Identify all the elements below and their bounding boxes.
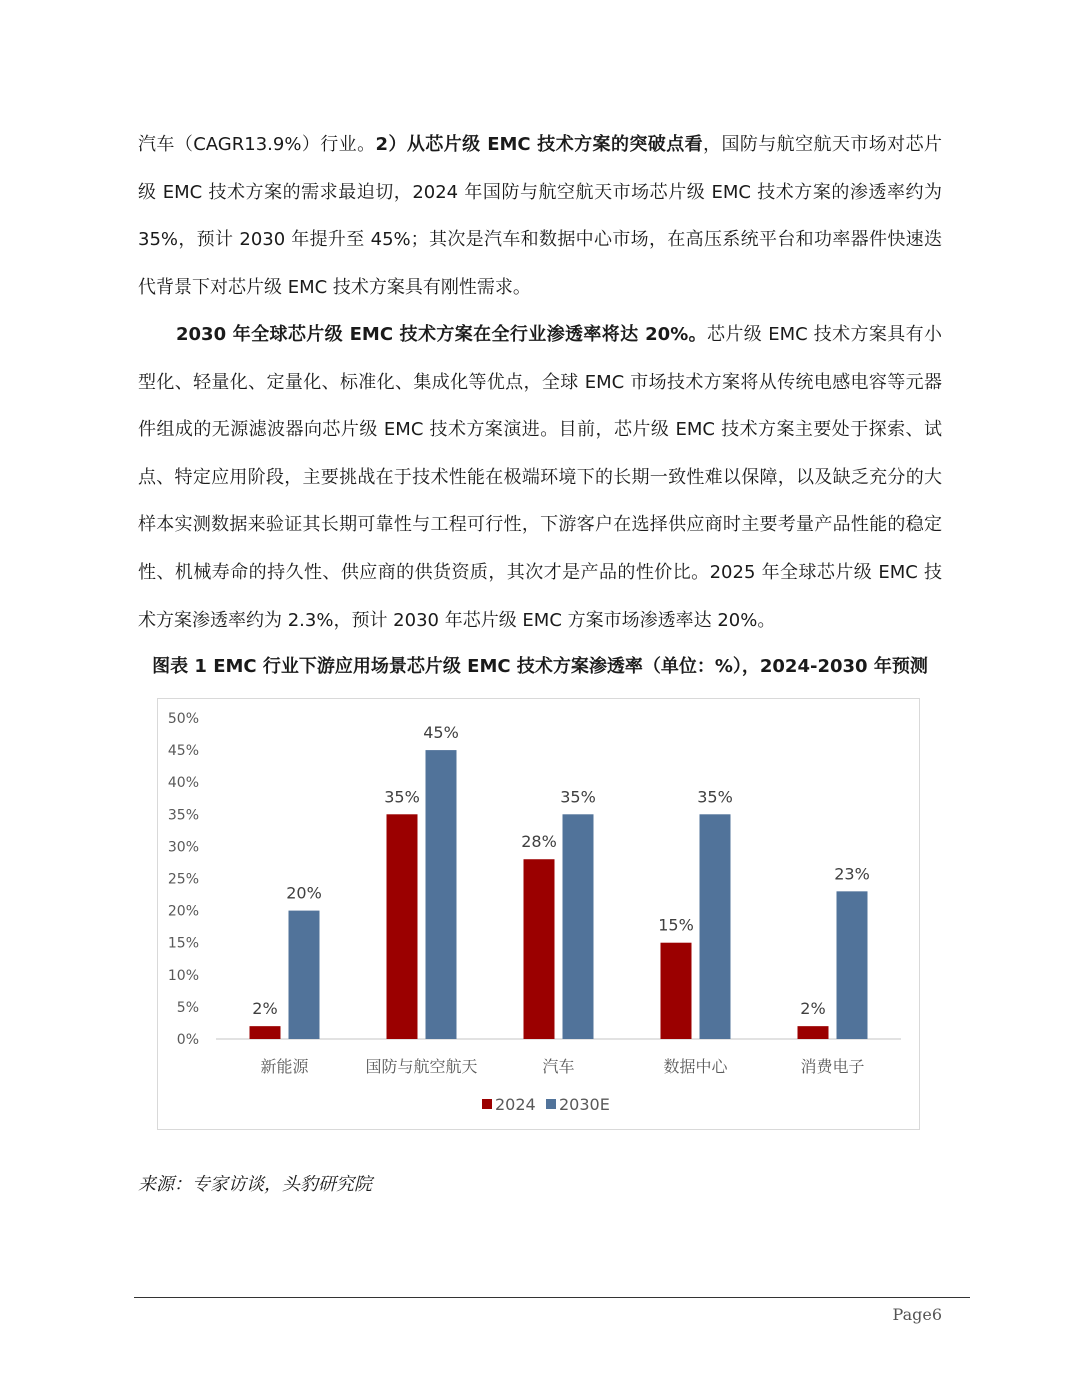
y-tick-label: 30% (167, 839, 199, 856)
bar-2030e-0 (289, 911, 320, 1039)
y-tick-label: 5% (176, 999, 199, 1016)
page-number: Page6 (892, 1305, 942, 1324)
legend-swatch-2024 (482, 1099, 492, 1109)
y-tick-label: 10% (167, 967, 199, 984)
y-tick-label: 35% (167, 807, 199, 824)
body-paragraph-1 (138, 121, 942, 311)
y-tick-label: 20% (167, 903, 199, 920)
bar-2030e-3 (700, 814, 731, 1039)
data-label-2024: 2% (800, 999, 826, 1019)
p1-run-0: 汽车（CAGR13.9%）行业。 (138, 134, 376, 155)
p1-run-1: 2）从芯片级 EMC 技术方案的突破点看 (375, 134, 704, 155)
footer-divider (134, 1297, 970, 1298)
y-tick-label: 25% (167, 871, 199, 888)
p1-run-2: ，国防与航空航天市场对芯片级 EMC 技术方案的需求最迫切，2024 年国防与航空航天市场芯片级 EMC 技术方案的渗透率约为 35%，预计 2030 年提升至 45%；其次是汽车和数据中心市场，在高压系统平台和功率器件快速迭代背景下对芯片级 EMC 技术方案具有刚性需求。 (138, 134, 942, 298)
x-tick-label: 消费电子 (800, 1057, 865, 1076)
body-paragraph-2 (138, 311, 942, 644)
y-tick-label: 40% (167, 775, 199, 792)
bar-2024-2 (524, 859, 555, 1039)
y-tick-label: 0% (176, 1032, 199, 1048)
legend-swatch-2030e (546, 1099, 556, 1109)
x-tick-label: 新能源 (260, 1057, 309, 1076)
data-label-2030e: 20% (286, 883, 322, 903)
x-tick-label: 国防与航空航天 (365, 1057, 478, 1076)
data-label-2030e: 23% (834, 864, 870, 884)
data-label-2030e: 35% (697, 787, 733, 807)
figure-source: 来源：专家访谈，头豹研究院 (138, 1174, 372, 1195)
bar-chart (157, 698, 920, 1130)
data-label-2030e: 45% (423, 723, 459, 743)
bar-2030e-1 (426, 750, 457, 1039)
data-label-2024: 35% (384, 787, 420, 807)
figure-title: 图表 1 EMC 行业下游应用场景芯片级 EMC 技术方案渗透率（单位：%），2024-2030 年预测 (152, 656, 928, 677)
bar-2024-0 (250, 1026, 281, 1039)
x-tick-label: 数据中心 (663, 1057, 728, 1076)
legend-label-2024: 2024 (495, 1095, 536, 1114)
data-label-2024: 15% (658, 915, 694, 935)
y-tick-label: 15% (167, 935, 199, 952)
bar-chart-svg (158, 699, 921, 1131)
y-tick-label: 50% (167, 711, 199, 727)
x-tick-label: 汽车 (542, 1057, 575, 1076)
y-tick-label: 45% (167, 743, 199, 760)
bar-2030e-4 (837, 891, 868, 1039)
data-label-2030e: 35% (560, 787, 596, 807)
bar-2024-3 (661, 943, 692, 1039)
bar-2030e-2 (563, 814, 594, 1039)
bar-2024-1 (387, 814, 418, 1039)
bar-2024-4 (798, 1026, 829, 1039)
data-label-2024: 28% (521, 832, 557, 852)
p2-run-1: 芯片级 EMC 技术方案具有小型化、轻量化、定量化、标准化、集成化等优点，全球 EMC 市场技术方案将从传统电感电容等元器件组成的无源滤波器向芯片级 EMC 技术方案演进。目前，芯片级 EMC 技术方案主要处于探索、试点、特定应用阶段，主要挑战在于技术性能在极端环境下的长期一致性难以保障，以及缺乏充分的大样本实测数据来验证其长期可靠性与工程可行性，下游客户在选择供应商时主要考量产品性能的稳定性、机械寿命的持久性、供应商的供货资质，其次才是产品的性价比。2025 年全球芯片级 EMC 技术方案渗透率约为 2.3%，预计 2030 年芯片级 EMC 方案市场渗透率达 20%。 (138, 324, 942, 631)
legend-label-2030e: 2030E (559, 1095, 610, 1114)
data-label-2024: 2% (252, 999, 278, 1019)
p2-run-0: 2030 年全球芯片级 EMC 技术方案在全行业渗透率将达 20%。 (176, 324, 707, 345)
